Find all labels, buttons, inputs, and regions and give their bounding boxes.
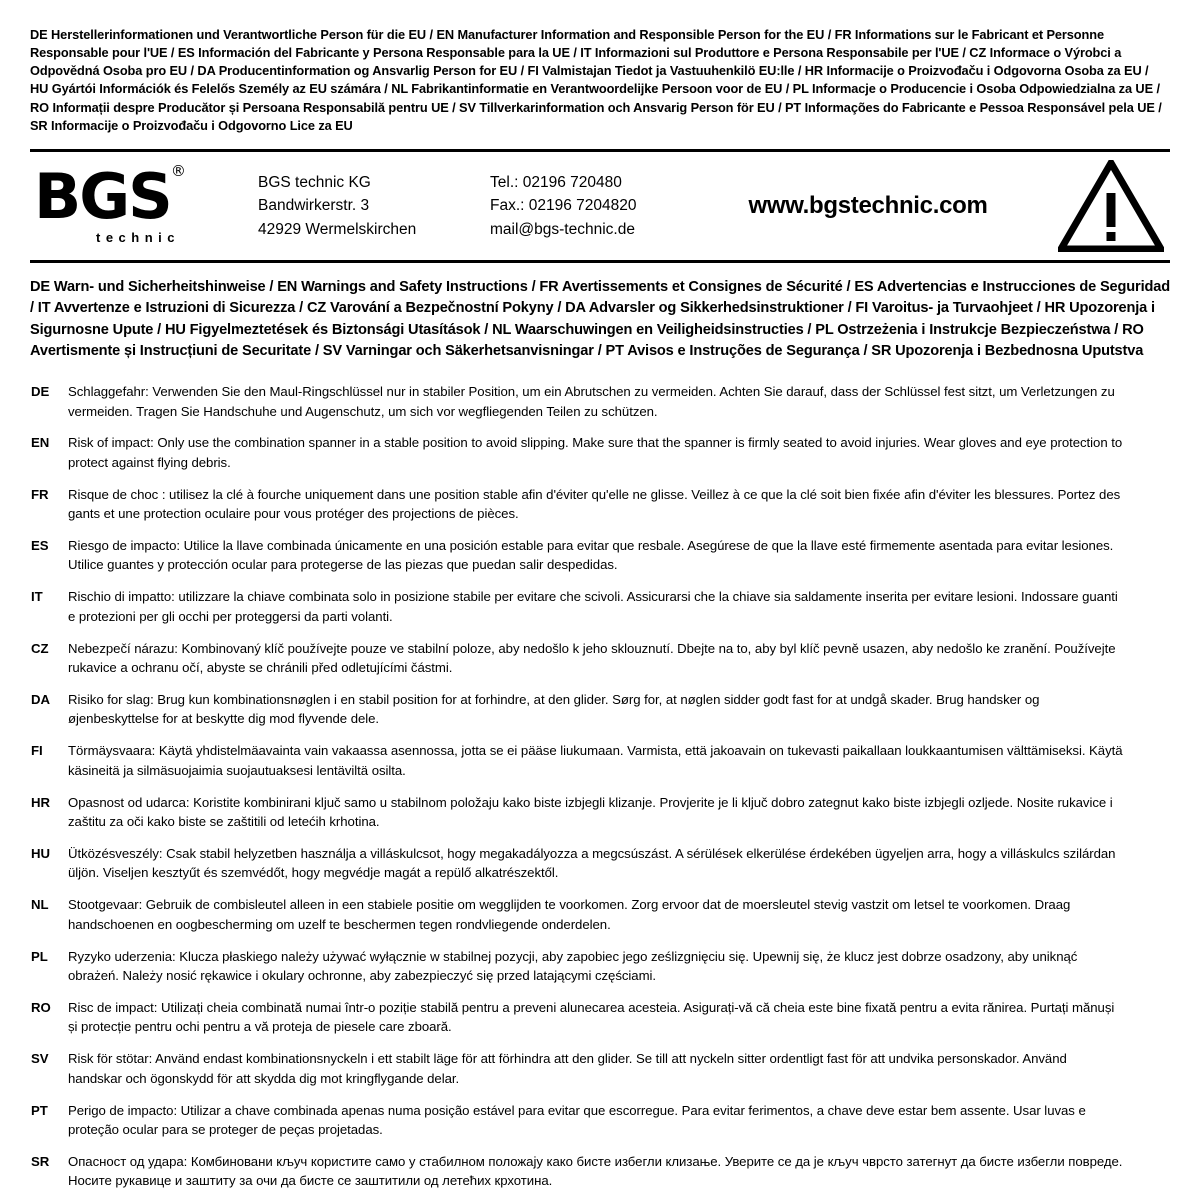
language-code: SR — [31, 1153, 50, 1169]
language-code: DA — [31, 692, 51, 707]
language-code: DE — [31, 384, 50, 400]
list-item — [30, 433, 1170, 472]
list-item — [30, 485, 1170, 524]
list-item — [30, 895, 1170, 934]
list-item — [30, 1049, 1170, 1088]
list-item — [30, 1101, 1170, 1140]
list-item — [30, 998, 1170, 1037]
instruction-text: Risk för stötar: Använd endast kombinationsnyckeln i ett stabilt läge för att förhindra att den glider. Se till att nyckeln sitter ordentligt fast för att undvika personskador. Använd handskar och ögonskydd för att skydda dig mot kringflygande delar. — [68, 1051, 1067, 1086]
list-item — [30, 587, 1170, 626]
list-item — [30, 536, 1170, 575]
language-code: PT — [31, 1102, 48, 1118]
instruction-text: Risiko for slag: Brug kun kombinationsnøglen i en stabil position for at forhindre, at den glider. Sørg for, at nøglen sidder godt fast for at undgå skader. Brug handsker og øjenbeskyttelse for at beskytte dig mod flyvende dele. — [68, 692, 1040, 727]
instruction-text: Опасност од удара: Комбиновани кључ користите само у стабилном положају како бисте избегли клизање. Уверите се да је кључ чврсто затегнут да бисте избегли повреде. Носите рукавице и заштиту за очи да бисте се заштитили од летећих крхотина. — [68, 1153, 1123, 1189]
instruction-text: Schlaggefahr: Verwenden Sie den Maul-Ringschlüssel nur in stabiler Position, um ein Abrutschen zu vermeiden. Achten Sie darauf, dass der Schlüssel fest sitzt, um Verletzungen zu vermeiden. Tragen Sie Handschuhe und Augenschutz, um sich vor wegfliegenden Teilen zu schützen. — [68, 384, 1115, 419]
language-code: NL — [31, 897, 49, 913]
list-item — [30, 844, 1170, 883]
company-email: mail@bgs-technic.de — [490, 220, 635, 238]
list-item — [30, 793, 1170, 832]
company-city: 42929 Wermelskirchen — [258, 220, 417, 238]
language-code: CZ — [31, 640, 49, 656]
bgs-logo — [30, 160, 258, 246]
instruction-text: Stootgevaar: Gebruik de combisleutel alleen in een stabiele positie om wegglijden te voorkomen. Zorg ervoor dat de moersleutel stevig vastzit om letsel te voorkomen. Draag handschoenen en oogbescherming om uzelf te beschermen tegen rondvliegende onderdelen. — [68, 897, 1071, 932]
logo-subtext: technic — [96, 230, 181, 246]
company-street: Bandwirkerstr. 3 — [258, 197, 370, 215]
instruction-text: Rischio di impatto: utilizzare la chiave combinata solo in posizione stabile per evitare che scivoli. Assicurarsi che la chiave sia saldamente inserita per evitare lesioni. Indossare guanti e protezioni per gli occhi per proteggersi da parti volanti. — [68, 589, 1118, 624]
company-header-block — [30, 149, 1170, 263]
instruction-text: Riesgo de impacto: Utilice la llave combinada únicamente en una posición estable para evitar que resbale. Asegúrese de que la llave esté firmemente asentada para evitar lesiones. Utilice guantes y protección ocular para protegerse de las piezas que puedan salir despedidas. — [68, 538, 1114, 573]
company-name: BGS technic KG — [258, 173, 371, 191]
language-code: FI — [31, 743, 43, 759]
logo-wordmark — [34, 160, 186, 234]
registered-trademark-icon: ® — [170, 162, 186, 181]
language-code: EN — [31, 435, 50, 451]
list-item — [30, 690, 1170, 729]
manufacturer-info-heading: DE Herstellerinformationen und Verantwortliche Person für die EU / EN Manufacturer Information and Responsible Person for the EU / FR Informations sur le Fabricant et Personne Responsable pour l'UE / ES Información del Fabricante y Persona Responsable para la UE / IT Informazioni sul Produttore e Persona Responsabile per l'UE / CZ Informace o Výrobci a Odpovědná Osoba pro EU / DA Producentinformation og Ansvarlig Person for EU / FI Valmistajan Tiedot ja Vastuuhenkilö EU:lle / HR Informacije o Proizvođaču i Odgovorna Osoba za EU / HU Gyártói Információk és Felelős Személy az EU számára / NL Fabrikantinformatie en Verantwoordelijke Persoon voor de EU / PL Informacje o Producencie i Osoba Odpowiedzialna za UE / RO Informații despre Producător și Persoana Responsabilă pentru UE / SV Tillverkarinformation och Ansvarig Person för EU / PT Informações do Fabricante e Pessoa Responsável pela UE / SR Informacije o Proizvođaču i Odgovorno Lice za EU — [30, 27, 1162, 133]
instruction-text: Ryzyko uderzenia: Klucza płaskiego należy używać wyłącznie w stabilnej pozycji, aby zapobiec jego ześlizgnięciu się. Upewnij się, że klucz jest dobrze osadzony, aby uniknąć obrażeń. Należy nosić rękawice i okulary ochronne, aby zabezpieczyć się przed latającymi częściami. — [68, 948, 1078, 983]
instruction-text: Ütközésveszély: Csak stabil helyzetben használja a villáskulcsot, hogy megakadályozza a megcsúszást. A sérülések elkerülése érdekében ügyeljen arra, hogy a villáskulcs szilárdan üljön. Viseljen kesztyűt és szemvédőt, hogy megvédje magát a repülő alkatrészektől. — [68, 845, 1116, 881]
language-code: RO — [31, 999, 51, 1015]
instruction-text: Opasnost od udarca: Koristite kombinirani ključ samo u stabilnom položaju kako biste izbjegli klizanje. Provjerite je li ključ dobro zategnut kako biste izbjegli ozljede. Nosite rukavice i zaštitu za oči kako biste se zaštitili od letećih krhotina. — [68, 794, 1113, 830]
language-code: FR — [31, 486, 49, 502]
instruction-text: Perigo de impacto: Utilizar a chave combinada apenas numa posição estável para evitar que escorregue. Para evitar ferimentos, a chave deve estar bem assente. Usar luvas e proteção ocular para se proteger de peças projetadas. — [68, 1102, 1086, 1137]
company-address — [258, 171, 490, 242]
language-code: ES — [31, 538, 49, 554]
company-fax: Fax.: 02196 7204820 — [490, 197, 637, 215]
list-item — [30, 1152, 1170, 1191]
instructions-list — [30, 382, 1170, 1191]
list-item — [30, 382, 1170, 421]
list-item — [30, 741, 1170, 780]
company-website: www.bgstechnic.com — [748, 191, 988, 219]
instruction-text: Törmäysvaara: Käytä yhdistelmäavainta vain vakaassa asennossa, jotta se ei pääse liukumaan. Varmista, että jakoavain on tukevasti paikallaan loukkaantumisen välttämiseksi. Käytä käsineitä ja silmäsuojaimia suojautuaksesi lentäviltä osilta. — [68, 743, 1123, 778]
language-code: HU — [31, 845, 51, 861]
logo-wordmark-text: BGS — [34, 160, 171, 234]
company-contact — [490, 171, 722, 242]
list-item — [30, 947, 1170, 986]
company-tel: Tel.: 02196 720480 — [490, 173, 622, 191]
instruction-text: Risque de choc : utilisez la clé à fourche uniquement dans une position stable afin d'éviter qu'elle ne glisse. Veillez à ce que la clé soit bien fixée afin d'éviter les blessures. Portez des gants et une protection oculaire pour vous protéger des projections de pièces. — [68, 486, 1121, 522]
language-code: SV — [31, 1051, 49, 1067]
language-code: PL — [31, 948, 48, 964]
warnings-safety-heading: DE Warn- und Sicherheitshinweise / EN Warnings and Safety Instructions / FR Avertissements et Consignes de Sécurité / ES Advertencias e Instrucciones de Seguridad / IT Avvertenze e Istruzioni di Sicurezza / CZ Varování a Bezpečnostní Pokyny / DA Advarsler og Sikkerhedsinstruktioner / FI Varoitus- ja Turvaohjeet / HR Upozorenja i Sigurnosne Upute / HU Figyelmeztetések és Biztonsági Utasítások / NL Waarschuwingen en Veiligheidsinstructies / PL Ostrzeżenia i Instrukcje Bezpieczeństwa / RO Avertismente și Instrucțiuni de Securitate / SV Varningar och Säkerhetsanvisningar / PT Avisos e Instruções de Segurança / SR Upozorenja i Bezbednosna Uputstva — [30, 278, 1170, 359]
instruction-text: Risc de impact: Utilizați cheia combinată numai într-o poziție stabilă pentru a preveni alunecarea acesteia. Asigurați-vă că cheia este bine fixată pentru a evita rănirea. Purtați mănuși și protecție pentru ochi pentru a vă proteja de piesele care zboară. — [68, 999, 1115, 1035]
instruction-text: Nebezpečí nárazu: Kombinovaný klíč používejte pouze ve stabilní poloze, aby nedošlo k jeho sklouznutí. Dbejte na to, aby byl klíč pevně usazen, aby nedošlo ke zranění. Používejte rukavice a ochranu očí, abyste se chránili před odletujícími částmi. — [68, 640, 1116, 676]
language-code: HR — [31, 794, 51, 810]
language-code: IT — [31, 589, 43, 605]
instruction-text: Risk of impact: Only use the combination spanner in a stable position to avoid slipping. Make sure that the spanner is firmly seated to avoid injuries. Wear gloves and eye protection to protect against flying debris. — [68, 435, 1123, 470]
list-item — [30, 639, 1170, 678]
warning-triangle-icon — [1054, 160, 1170, 252]
